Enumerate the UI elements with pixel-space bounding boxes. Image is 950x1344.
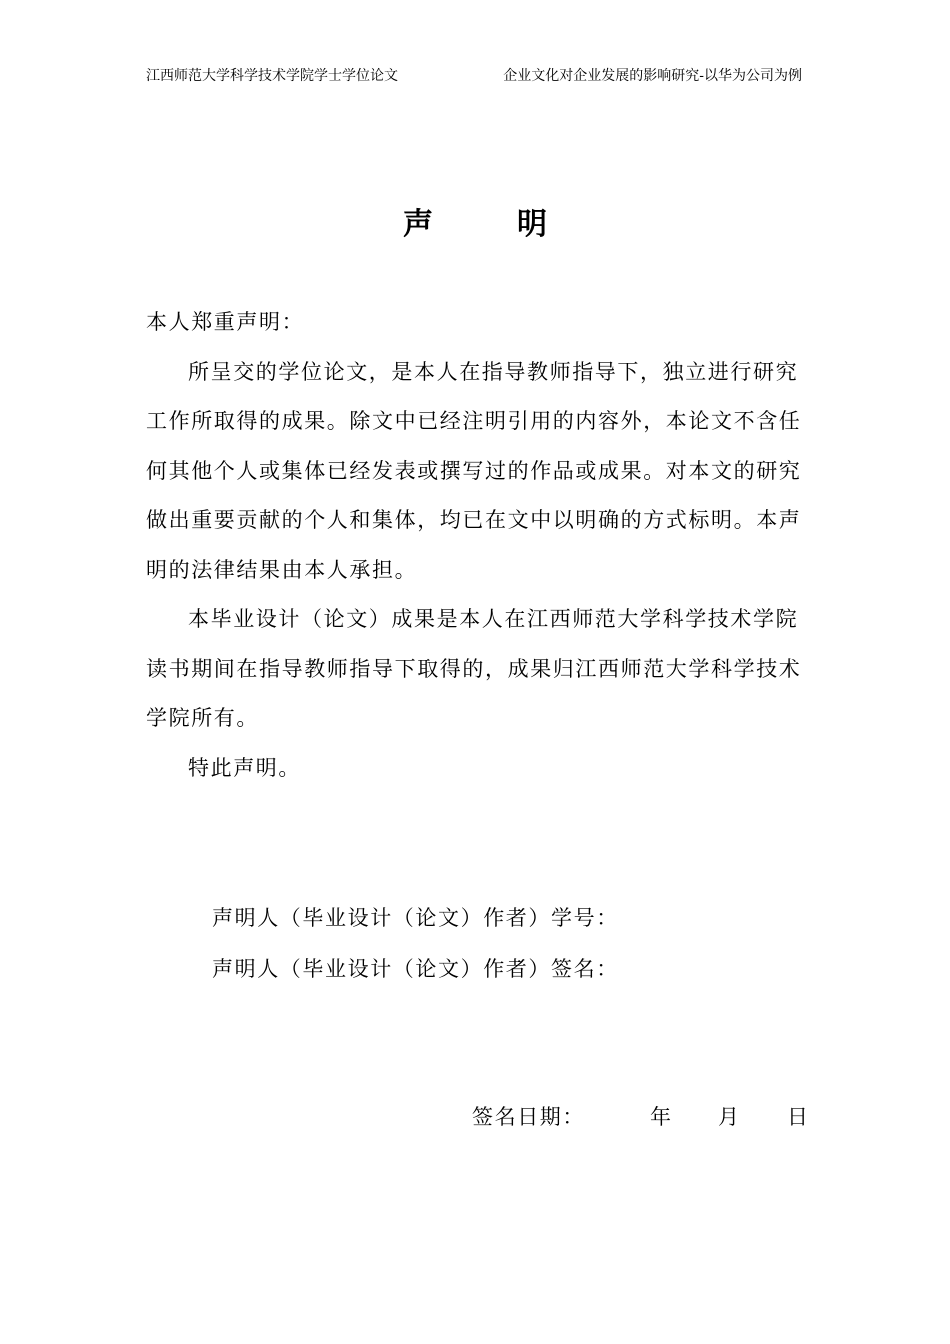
date-year-label: 年 <box>650 1105 673 1129</box>
title-char-1: 声 <box>403 207 433 242</box>
page-title <box>0 200 950 250</box>
declaration-closing: 特此声明。 <box>188 755 301 780</box>
header-divider <box>146 92 802 93</box>
declaration-paragraph-1: 所呈交的学位论文，是本人在指导教师指导下，独立进行研究工作所取得的成果。除文中已经注明引用的内容外，本论文不含任何其他个人或集体已经发表或撰写过的作品或成果。对本文的研究做出重要贡献的个人和集体，均已在文中以明确的方式标明。本声明的法律结果由本人承担。 <box>146 359 802 582</box>
signature-block <box>212 893 619 995</box>
date-day-label: 日 <box>787 1105 810 1129</box>
date-label: 签名日期： <box>472 1105 585 1129</box>
date-month-label: 月 <box>718 1105 741 1129</box>
signature-label: 声明人（毕业设计（论文）作者）签名： <box>212 957 619 981</box>
header-right-text: 企业文化对企业发展的影响研究-以华为公司为例 <box>503 68 802 84</box>
header-left-text: 江西师范大学科学技术学院学士学位论文 <box>146 68 398 84</box>
declaration-paragraph-2: 本毕业设计（论文）成果是本人在江西师范大学科学技术学院读书期间在指导教师指导下取得的，成果归江西师范大学科学技术学院所有。 <box>146 607 802 730</box>
page-header <box>146 66 802 86</box>
title-char-2: 明 <box>517 207 547 242</box>
student-id-label: 声明人（毕业设计（论文）作者）学号： <box>212 906 619 930</box>
declaration-body <box>146 298 806 793</box>
declaration-opening: 本人郑重声明： <box>146 310 305 334</box>
